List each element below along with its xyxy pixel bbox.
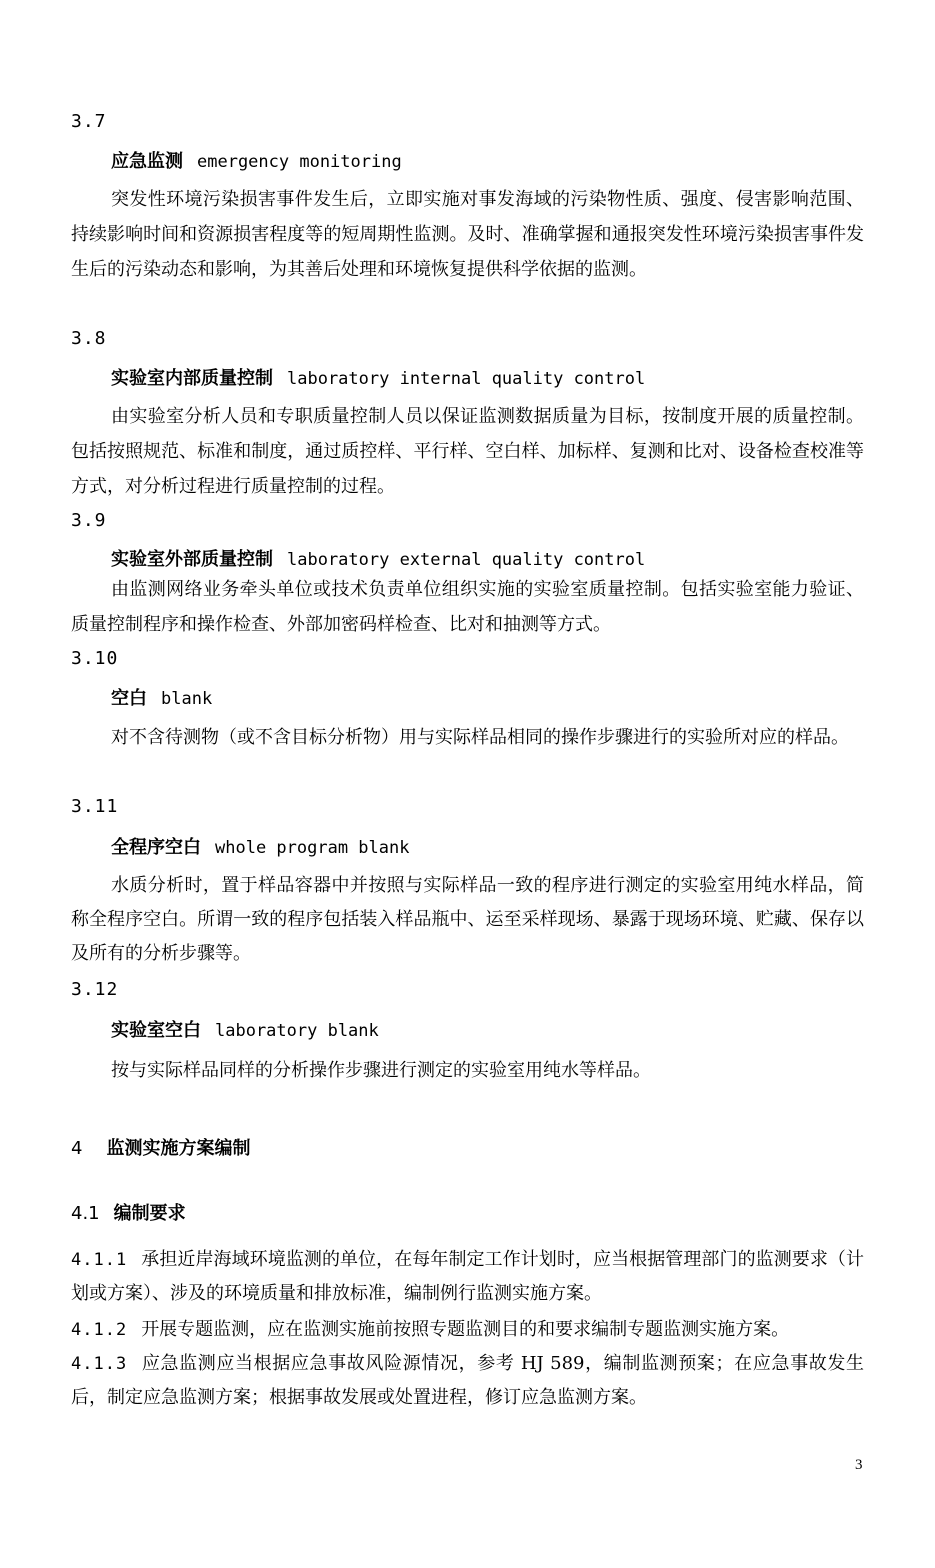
term-chinese: 实验室外部质量控制	[111, 549, 273, 570]
chapter-heading	[71, 1134, 250, 1160]
term-definition: 对不含待测物（或不含目标分析物）用与实际样品相同的操作步骤进行的实验所对应的样品。	[111, 727, 849, 748]
subchapter-title: 编制要求	[113, 1203, 186, 1224]
term-chinese: 全程序空白	[111, 837, 201, 858]
term-english: blank	[161, 689, 213, 709]
term-chinese: 实验室内部质量控制	[111, 368, 273, 389]
term-english: laboratory internal quality control	[287, 369, 646, 389]
term-heading	[111, 833, 409, 859]
section-number: 3.12	[71, 979, 119, 1000]
section-number: 3.8	[71, 328, 107, 349]
term-definition: 突发性环境污染损害事件发生后，立即实施对事发海域的污染物性质、强度、侵害影响范围、持续影响时间和资源损害程度等的短周期性监测。及时、准确掌握和通报突发性环境污染损害事件发生后的污染动态和影响，为其善后处理和环境恢复提供科学依据的监测。	[71, 189, 864, 280]
term-chinese: 空白	[111, 688, 147, 709]
term-heading	[111, 1016, 379, 1042]
section-number: 3.10	[71, 648, 119, 669]
section-number: 3.11	[71, 796, 119, 817]
term-english: emergency monitoring	[197, 152, 402, 172]
term-heading	[111, 147, 402, 173]
clause	[71, 1313, 864, 1347]
clause-number: 4.1.1	[71, 1250, 128, 1270]
term-chinese: 实验室空白	[111, 1020, 201, 1041]
term-heading	[111, 684, 212, 710]
clause-number: 4.1.2	[71, 1320, 128, 1340]
clause-number: 4.1.3	[71, 1354, 128, 1374]
clause	[71, 1243, 864, 1311]
subchapter-heading	[71, 1199, 186, 1225]
chapter-title: 监测实施方案编制	[106, 1138, 251, 1159]
term-definition: 按与实际样品同样的分析操作步骤进行测定的实验室用纯水等样品。	[111, 1060, 651, 1081]
term-heading	[111, 545, 645, 571]
clause-text: 应急监测应当根据应急事故风险源情况，参考 HJ 589，编制监测预案；在应急事故发生后，制定应急监测方案；根据事故发展或处置进程，修订应急监测方案。	[71, 1353, 864, 1408]
section-number: 3.7	[71, 111, 107, 132]
subchapter-number: 4.1	[71, 1203, 100, 1224]
term-chinese: 应急监测	[111, 151, 183, 172]
term-english: laboratory blank	[215, 1021, 379, 1041]
term-definition: 由监测网络业务牵头单位或技术负责单位组织实施的实验室质量控制。包括实验室能力验证、质量控制程序和操作检查、外部加密码样检查、比对和抽测等方式。	[71, 579, 864, 635]
section-number: 3.9	[71, 510, 107, 531]
term-definition: 水质分析时，置于样品容器中并按照与实际样品一致的程序进行测定的实验室用纯水样品，简称全程序空白。所谓一致的程序包括装入样品瓶中、运至采样现场、暴露于现场环境、贮藏、保存以及所有的分析步骤等。	[71, 875, 864, 964]
term-english: laboratory external quality control	[287, 550, 646, 570]
clause	[71, 1347, 864, 1415]
term-definition: 由实验室分析人员和专职质量控制人员以保证监测数据质量为目标，按制度开展的质量控制。包括按照规范、标准和制度，通过质控样、平行样、空白样、加标样、复测和比对、设备检查校准等方式，对分析过程进行质量控制的过程。	[71, 406, 864, 497]
page-number: 3	[855, 1457, 863, 1473]
term-heading	[111, 364, 645, 390]
chapter-number: 4	[71, 1138, 83, 1159]
term-english: whole program blank	[215, 838, 410, 858]
clause-text: 开展专题监测，应在监测实施前按照专题监测目的和要求编制专题监测实施方案。	[141, 1319, 790, 1340]
clause-text: 承担近岸海域环境监测的单位，在每年制定工作计划时，应当根据管理部门的监测要求（计划或方案）、涉及的环境质量和排放标准，编制例行监测实施方案。	[71, 1249, 864, 1304]
